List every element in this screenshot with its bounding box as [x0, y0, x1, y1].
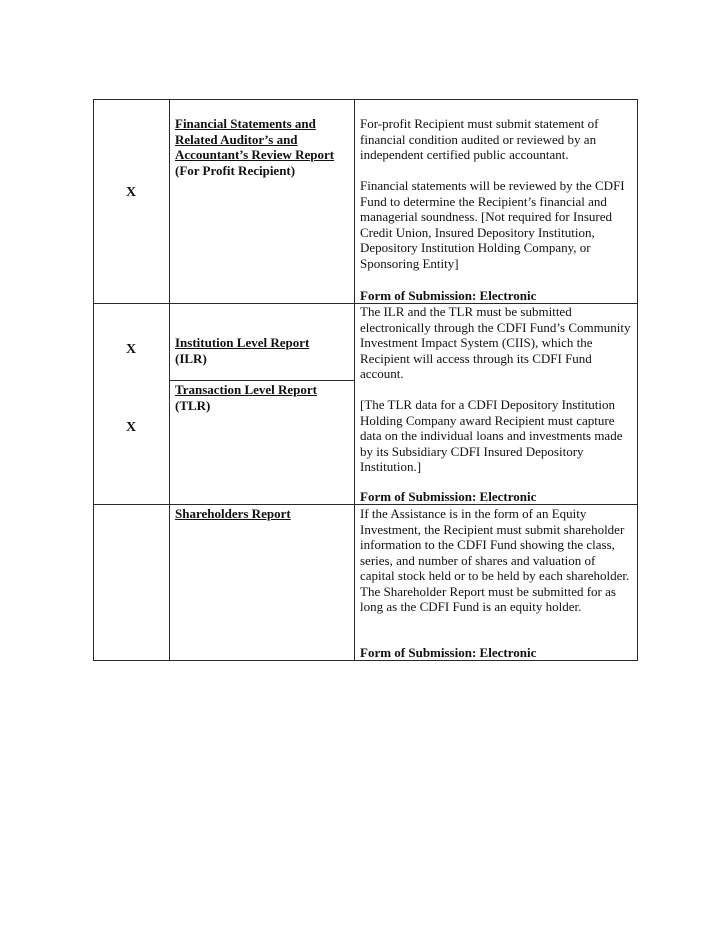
row2-tlr-subtitle: (TLR): [175, 397, 211, 413]
row2-paragraph2: [The TLR data for a CDFI Depository Institution Holding Company award Recipient must capture data on the individual loans and investments made by its Subsidiary CDFI Insured Depository Institution.]: [360, 397, 623, 474]
column-divider-1: [169, 99, 170, 661]
row1-subtitle: (For Profit Recipient): [175, 162, 296, 178]
table-border-left: [93, 99, 94, 661]
row2-ilr-requirement: [175, 335, 353, 366]
row1-check-mark: X: [125, 185, 137, 200]
row1-paragraph1: For-profit Recipient must submit statement of financial condition audited or reviewed by an independent certified public accountant.: [360, 116, 599, 162]
row3-submission-form: Form of Submission: Electronic: [360, 645, 537, 660]
row3-paragraph1: If the Assistance is in the form of an Equity Investment, the Recipient must submit shareholder information to the CDFI Fund showing the class, series, and number of shares and valuation of capital stock held or to be held by each shareholder. The Shareholder Report must be submitted for as long as the CDFI Fund is an equity holder.: [360, 506, 630, 614]
table-border-top: [93, 99, 638, 100]
row2-submission-form: Form of Submission: Electronic: [360, 489, 537, 504]
row2-tlr-title: Transaction Level Report: [175, 382, 318, 397]
row2-ilr-title: Institution Level Report: [175, 335, 310, 350]
row1-title-line2: Related Auditor’s and: [175, 131, 298, 147]
row3-requirement-title: Shareholders Report: [175, 506, 291, 521]
row1-paragraph2: Financial statements will be reviewed by the CDFI Fund to determine the Recipient’s financial and managerial soundness. [Not required for Insured Credit Union, Insured Depository Institution, Depository Institution Holding Company, or Sponsoring Entity]: [360, 178, 625, 271]
column-divider-2: [354, 99, 355, 661]
row2-tlr-check-mark: X: [125, 420, 137, 435]
row2-paragraph1: The ILR and the TLR must be submitted electronically through the CDFI Fund’s Community Investment Impact System (CIIS), which the Recipient will access through its CDFI Fund account.: [360, 304, 631, 381]
table-border-right: [637, 99, 638, 661]
row1-submission-form: Form of Submission: Electronic: [360, 288, 537, 303]
row1-requirement: [175, 116, 353, 178]
row2-tlr-requirement: [175, 382, 353, 413]
row2-ilr-check-mark: X: [125, 342, 137, 357]
row1-title-line3: Accountant’s Review Report: [175, 147, 335, 162]
row2-ilr-subtitle: (ILR): [175, 350, 207, 366]
row1-title-line1: Financial Statements and: [175, 116, 316, 131]
report-split-divider: [169, 380, 354, 381]
